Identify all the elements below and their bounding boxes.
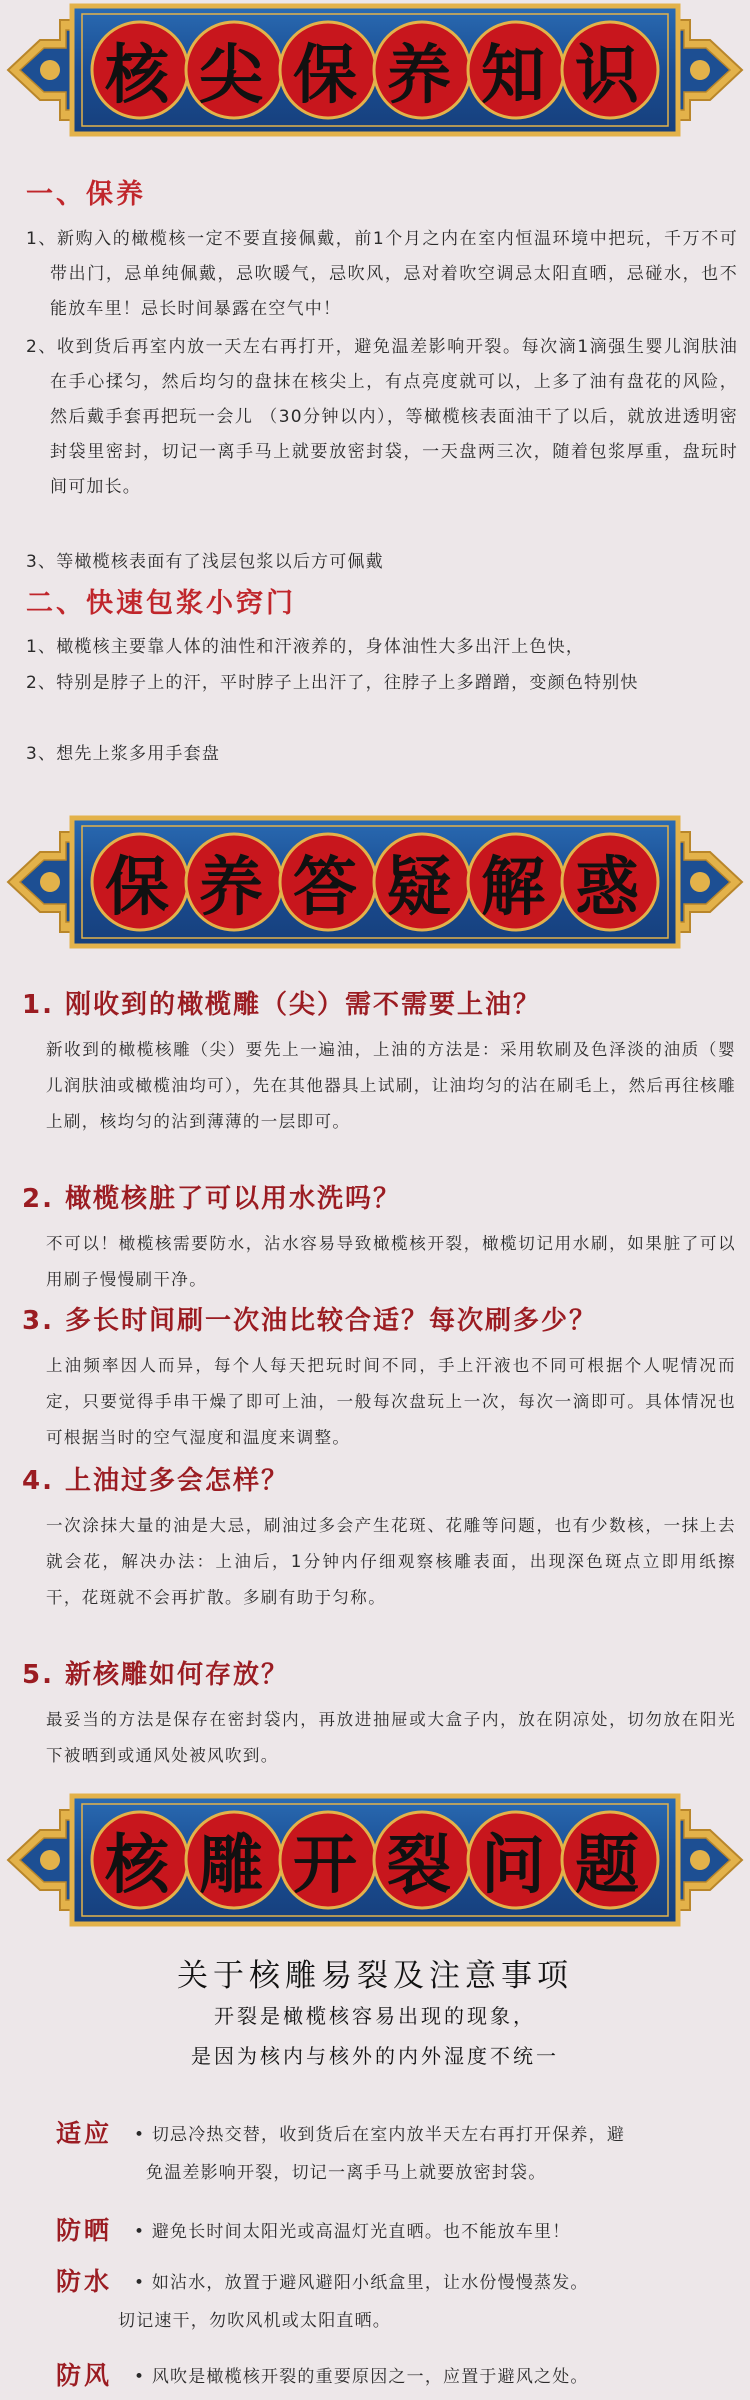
banner-char: 问 bbox=[481, 1828, 545, 1903]
banner-char: 识 bbox=[575, 38, 639, 113]
banner-char: 解 bbox=[481, 850, 545, 925]
list-item bbox=[26, 666, 738, 701]
banner-char: 开 bbox=[293, 1828, 357, 1903]
question-title: 4. 上油过多会怎样？ bbox=[22, 1466, 290, 1496]
answer-text: 新收到的橄榄核雕（尖）要先上一遍油，上油的方法是：采用软刷及色泽淡的油质（婴儿润肤油或橄榄油均可），先在其他器具上试刷，让油均匀的沾在刷毛上，然后再往核雕上刷，核均匀的沾到薄薄的一层即可。 bbox=[46, 1040, 736, 1131]
item-text: 新购入的橄榄核一定不要直接佩戴，前1个月之内在室内恒温环境中把玩，千万不可带出门，忌单纯佩戴，忌吹暖气，忌吹风，忌对着吹空调忌太阳直晒，忌碰水，也不能放车里！忌长时间暴露在空气中！ bbox=[50, 229, 738, 319]
answer-text: 最妥当的方法是保存在密封袋内，再放进抽屉或大盒子内，放在阴凉处，切勿放在阳光下被晒到或通风处被风吹到。 bbox=[46, 1710, 736, 1765]
tip-label-sun: 防晒 bbox=[56, 2216, 113, 2245]
tip-label-water: 防水 bbox=[56, 2267, 113, 2296]
banner-char: 答 bbox=[293, 850, 357, 925]
list-item bbox=[26, 630, 738, 665]
intro-line: 是因为核内与核外的内外湿度不统一 bbox=[191, 2044, 559, 2068]
banner-char: 题 bbox=[575, 1828, 639, 1903]
section-heading-tips: 二、快速包浆小窍门 bbox=[26, 588, 296, 619]
item-text: 收到货后再室内放一天左右再打开，避免温差影响开裂。每次滴1滴强生婴儿润肤油在手心揉匀，然后均匀的盘抹在核尖上，有点亮度就可以，上多了油有盘花的风险，然后戴手套再把玩一会儿 （30分钟以内），等橄榄核表面油干了以后，就放进透明密封袋里密封，切记一离手马上就要放密封袋，一天盘两三次，随着包浆厚重，盘玩时间可加长。 bbox=[50, 337, 738, 497]
intro-line: 开裂是橄榄核容易出现的现象， bbox=[214, 2004, 536, 2028]
banner-qa bbox=[0, 812, 750, 952]
answer-text: 一次涂抹大量的油是大忌，刷油过多会产生花斑、花雕等问题，也有少数核，一抹上去就会花，解决办法：上油后，1分钟内仔细观察核雕表面，出现深色斑点立即用纸擦干，花斑就不会再扩散。多刷有助于匀称。 bbox=[46, 1516, 736, 1607]
tip-text: 免温差影响开裂，切记一离手马上就要放密封袋。 bbox=[146, 2163, 547, 2183]
item-number: 3、 bbox=[26, 744, 57, 764]
list-item bbox=[26, 222, 738, 327]
item-number: 1、 bbox=[26, 229, 57, 249]
banner-cracking bbox=[0, 1790, 750, 1930]
section-heading-care: 一、保养 bbox=[26, 179, 146, 210]
list-item bbox=[26, 330, 738, 505]
banner-char: 养 bbox=[387, 38, 451, 113]
question-title: 2. 橄榄核脏了可以用水洗吗？ bbox=[22, 1184, 402, 1214]
banner-char: 知 bbox=[481, 38, 545, 113]
tip-text: • 避免长时间太阳光或高温灯光直晒。也不能放车里！ bbox=[134, 2222, 571, 2242]
banner-char: 核 bbox=[105, 1828, 169, 1903]
banner-char: 雕 bbox=[199, 1828, 263, 1903]
tip-label-adapt: 适应 bbox=[56, 2119, 113, 2148]
item-number: 2、 bbox=[26, 673, 57, 693]
banner-char: 养 bbox=[199, 850, 263, 925]
item-text: 特别是脖子上的汗，平时脖子上出汗了，往脖子上多蹭蹭，变颜色特别快 bbox=[56, 673, 639, 693]
tip-label-wind: 防风 bbox=[56, 2361, 113, 2390]
banner-char: 核 bbox=[105, 38, 169, 113]
tip-text: 切记速干，勿吹风机或太阳直晒。 bbox=[118, 2311, 391, 2331]
question-title: 1. 刚收到的橄榄雕（尖）需不需要上油？ bbox=[22, 990, 542, 1020]
banner-char: 裂 bbox=[387, 1828, 451, 1903]
banner-char: 保 bbox=[105, 850, 169, 925]
item-number: 1、 bbox=[26, 637, 57, 657]
item-text: 想先上浆多用手套盘 bbox=[56, 744, 221, 764]
banner-char: 惑 bbox=[575, 850, 639, 925]
banner-char: 疑 bbox=[387, 850, 451, 925]
banner-char: 保 bbox=[293, 38, 357, 113]
item-text: 橄榄核主要靠人体的油性和汗液养的，身体油性大多出汗上色快， bbox=[56, 637, 585, 657]
section-title: 关于核雕易裂及注意事项 bbox=[177, 1958, 573, 1994]
item-text: 等橄榄核表面有了浅层包浆以后方可佩戴 bbox=[56, 552, 384, 572]
banner-char: 尖 bbox=[199, 38, 263, 113]
answer-text: 不可以！橄榄核需要防水，沾水容易导致橄榄核开裂，橄榄切记用水刷，如果脏了可以用刷子慢慢刷干净。 bbox=[46, 1234, 736, 1289]
tip-text: • 风吹是橄榄核开裂的重要原因之一，应置于避风之处。 bbox=[134, 2367, 589, 2387]
answer-text: 上油频率因人而异，每个人每天把玩时间不同，手上汗液也不同可根据个人呢情况而定，只要觉得手串干燥了即可上油，一般每次盘玩上一次，每次一滴即可。具体情况也可根据当时的空气湿度和温度来调整。 bbox=[46, 1356, 736, 1447]
list-item bbox=[26, 545, 738, 580]
item-number: 2、 bbox=[26, 337, 57, 357]
list-item bbox=[26, 737, 738, 772]
tip-text: • 如沾水，放置于避风避阳小纸盒里，让水份慢慢蒸发。 bbox=[134, 2273, 589, 2293]
banner-care-knowledge bbox=[0, 0, 750, 140]
question-title: 5. 新核雕如何存放？ bbox=[22, 1660, 290, 1690]
tip-text: • 切忌冷热交替，收到货后在室内放半天左右再打开保养，避 bbox=[134, 2125, 626, 2145]
question-title: 3. 多长时间刷一次油比较合适？每次刷多少？ bbox=[22, 1306, 598, 1336]
item-number: 3、 bbox=[26, 552, 57, 572]
